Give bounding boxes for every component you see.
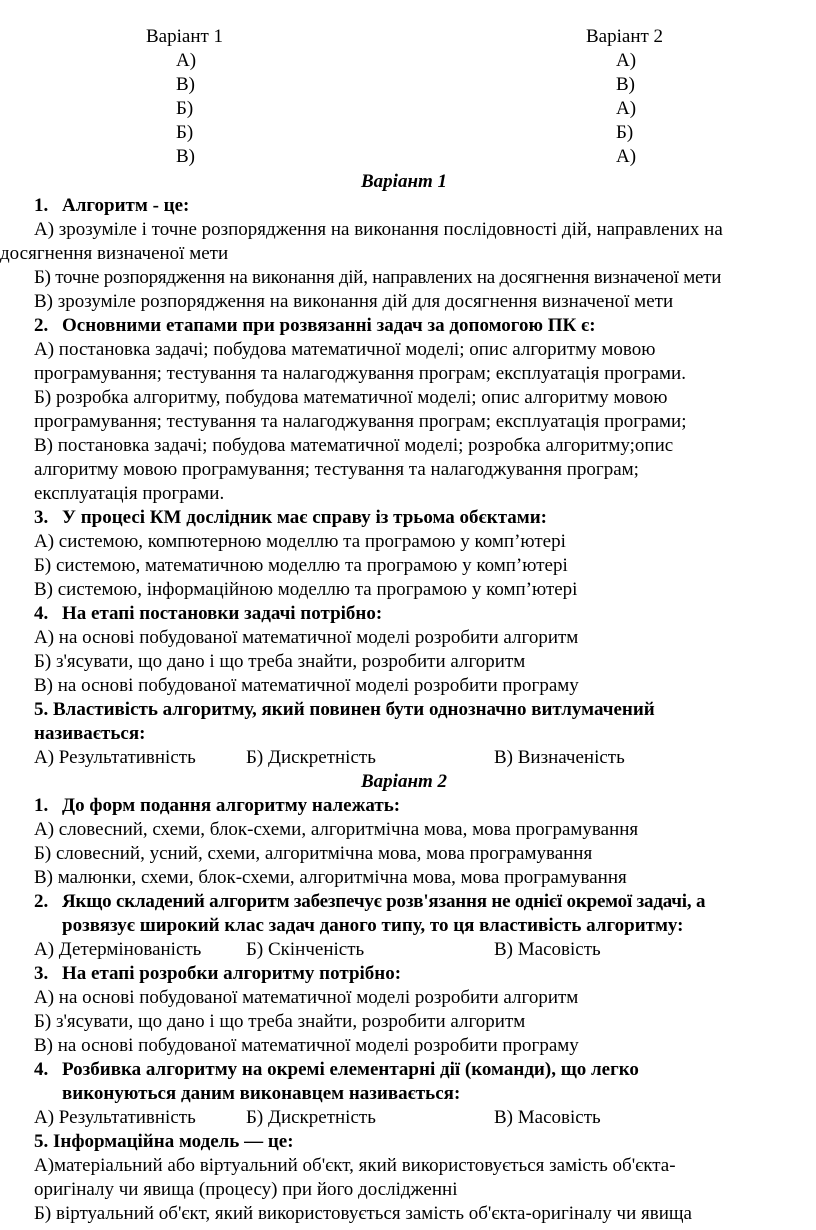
v1-q1-option-a-line2: досягнення визначеної мети — [0, 243, 229, 264]
v2-q3-option-c: В) на основі побудованої математичної моделі розробити програму — [34, 1035, 579, 1056]
v1-q5-option-b: Б) Дискретність — [246, 747, 376, 768]
v1-q2-option-c-line1: В) постановка задачі; побудова математичної моделі; розробка алгоритму;опис — [34, 435, 674, 456]
variant1-title: Варіант 1 — [361, 171, 448, 192]
answer-key-v1-4: Б) — [176, 122, 194, 143]
v2-q4-option-c: В) Масовість — [494, 1107, 601, 1128]
v1-q5-question-line1: 5. Властивість алгоритму, який повинен бути однозначно витлумачений — [34, 699, 655, 720]
variant2-title: Варіант 2 — [361, 771, 448, 792]
v1-q4-option-c: В) на основі побудованої математичної моделі розробити програму — [34, 675, 579, 696]
v1-q4-option-a: А) на основі побудованої математичної моделі розробити алгоритм — [34, 627, 579, 648]
answer-key-v2-5: А) — [616, 146, 637, 167]
v1-q2-option-a-line2: програмування; тестування та налагоджування програм; експлуатація програми. — [34, 363, 686, 384]
v2-q3-option-a: А) на основі побудованої математичної моделі розробити алгоритм — [34, 987, 579, 1008]
v2-q2-question-line1: Якщо складений алгоритм забезпечує розв'язання не однієї окремої задачі, а — [62, 891, 706, 912]
v1-q2-option-a-line1: А) постановка задачі; побудова математичної моделі; опис алгоритму мовою — [34, 339, 656, 360]
answer-key-v2-2: В) — [616, 74, 635, 95]
v1-q5-option-c: В) Визначеність — [494, 747, 625, 768]
v2-q4-question-line1: Розбивка алгоритму на окремі елементарні дії (команди), що легко — [62, 1059, 639, 1080]
v1-q5-question-line2: називається: — [34, 723, 146, 744]
answer-key-v1-1: А) — [176, 50, 197, 71]
answer-key-v2-4: Б) — [616, 122, 634, 143]
v2-q1-option-a: А) словесний, схеми, блок-схеми, алгоритмічна мова, мова програмування — [34, 819, 639, 840]
v2-q4-option-a: А) Результативність — [34, 1107, 196, 1128]
v1-q4-number: 4. — [34, 603, 49, 624]
v1-q1-option-b: Б) точне розпорядження на виконання дій, направлених на досягнення визначеної мети — [34, 267, 722, 288]
v1-q3-option-b: Б) системою, математичною моделлю та програмою у комп’ютері — [34, 555, 568, 576]
answer-key-v2-3: А) — [616, 98, 637, 119]
answer-key-v2-1: А) — [616, 50, 637, 71]
v1-q4-question: На етапі постановки задачі потрібно: — [62, 603, 383, 624]
v2-q3-option-b: Б) з'ясувати, що дано і що треба знайти, розробити алгоритм — [34, 1011, 526, 1032]
v2-q2-option-b: Б) Скінченість — [246, 939, 365, 960]
v1-q5-option-a: А) Результативність — [34, 747, 196, 768]
v2-q2-number: 2. — [34, 891, 49, 912]
v2-q2-option-a: А) Детермінованість — [34, 939, 202, 960]
v2-q5-option-a-line1: А)матеріальний або віртуальний об'єкт, який використовується замість об'єкта- — [34, 1155, 676, 1176]
v1-q1-option-a-line1: А) зрозуміле і точне розпорядження на виконання послідовності дій, направлених на — [34, 219, 723, 240]
v1-q1-option-c: В) зрозуміле розпорядження на виконання дій для досягнення визначеної мети — [34, 291, 674, 312]
v2-q3-question: На етапі розробки алгоритму потрібно: — [62, 963, 402, 984]
answer-key-v1-3: Б) — [176, 98, 194, 119]
v1-q2-option-c-line2: алгоритму мовою програмування; тестування та налагоджування програм; — [34, 459, 639, 480]
v1-q1-question: Алгоритм - це: — [62, 195, 190, 216]
v1-q3-option-a: А) системою, компютерною моделлю та програмою у комп’ютері — [34, 531, 566, 552]
v1-q3-question: У процесі КМ дослідник має справу із трьома обєктами: — [62, 507, 547, 528]
answer-key-v1-2: В) — [176, 74, 195, 95]
v2-q5-question: 5. Інформаційна модель — це: — [34, 1131, 294, 1152]
v1-q3-number: 3. — [34, 507, 49, 528]
v1-q2-option-b-line2: програмування; тестування та налагоджування програм; експлуатація програми; — [34, 411, 687, 432]
answer-key-header-v1: Варіант 1 — [146, 26, 224, 47]
v2-q1-option-b: Б) словесний, усний, схеми, алгоритмічна мова, мова програмування — [34, 843, 593, 864]
v1-q3-option-c: В) системою, інформаційною моделлю та програмою у комп’ютері — [34, 579, 578, 600]
v2-q2-question-line2: розвязує широкий клас задач даного типу, то ця властивість алгоритму: — [62, 915, 684, 936]
v1-q2-number: 2. — [34, 315, 49, 336]
answer-key-header-v2: Варіант 2 — [586, 26, 664, 47]
v1-q2-option-b-line1: Б) розробка алгоритму, побудова математичної моделі; опис алгоритму мовою — [34, 387, 668, 408]
v2-q3-number: 3. — [34, 963, 49, 984]
v2-q4-question-line2: виконуються даним виконавцем називається: — [62, 1083, 461, 1104]
v2-q5-option-b-line1: Б) віртуальний об'єкт, який використовується замість об'єкта-оригіналу чи явища — [34, 1203, 692, 1224]
v1-q4-option-b: Б) з'ясувати, що дано і що треба знайти, розробити алгоритм — [34, 651, 526, 672]
v2-q5-option-a-line2: оригіналу чи явища (процесу) при його дослідженні — [34, 1179, 458, 1200]
v2-q1-number: 1. — [34, 795, 49, 816]
v2-q2-option-c: В) Масовість — [494, 939, 601, 960]
v2-q4-number: 4. — [34, 1059, 49, 1080]
v1-q2-question: Основними етапами при розвязанні задач за допомогою ПК є: — [62, 315, 596, 336]
answer-key-v1-5: В) — [176, 146, 195, 167]
v1-q1-number: 1. — [34, 195, 49, 216]
v2-q4-option-b: Б) Дискретність — [246, 1107, 376, 1128]
v1-q2-option-c-line3: експлуатація програми. — [34, 483, 225, 504]
v2-q1-question: До форм подання алгоритму належать: — [62, 795, 401, 816]
v2-q1-option-c: В) малюнки, схеми, блок-схеми, алгоритмічна мова, мова програмування — [34, 867, 627, 888]
